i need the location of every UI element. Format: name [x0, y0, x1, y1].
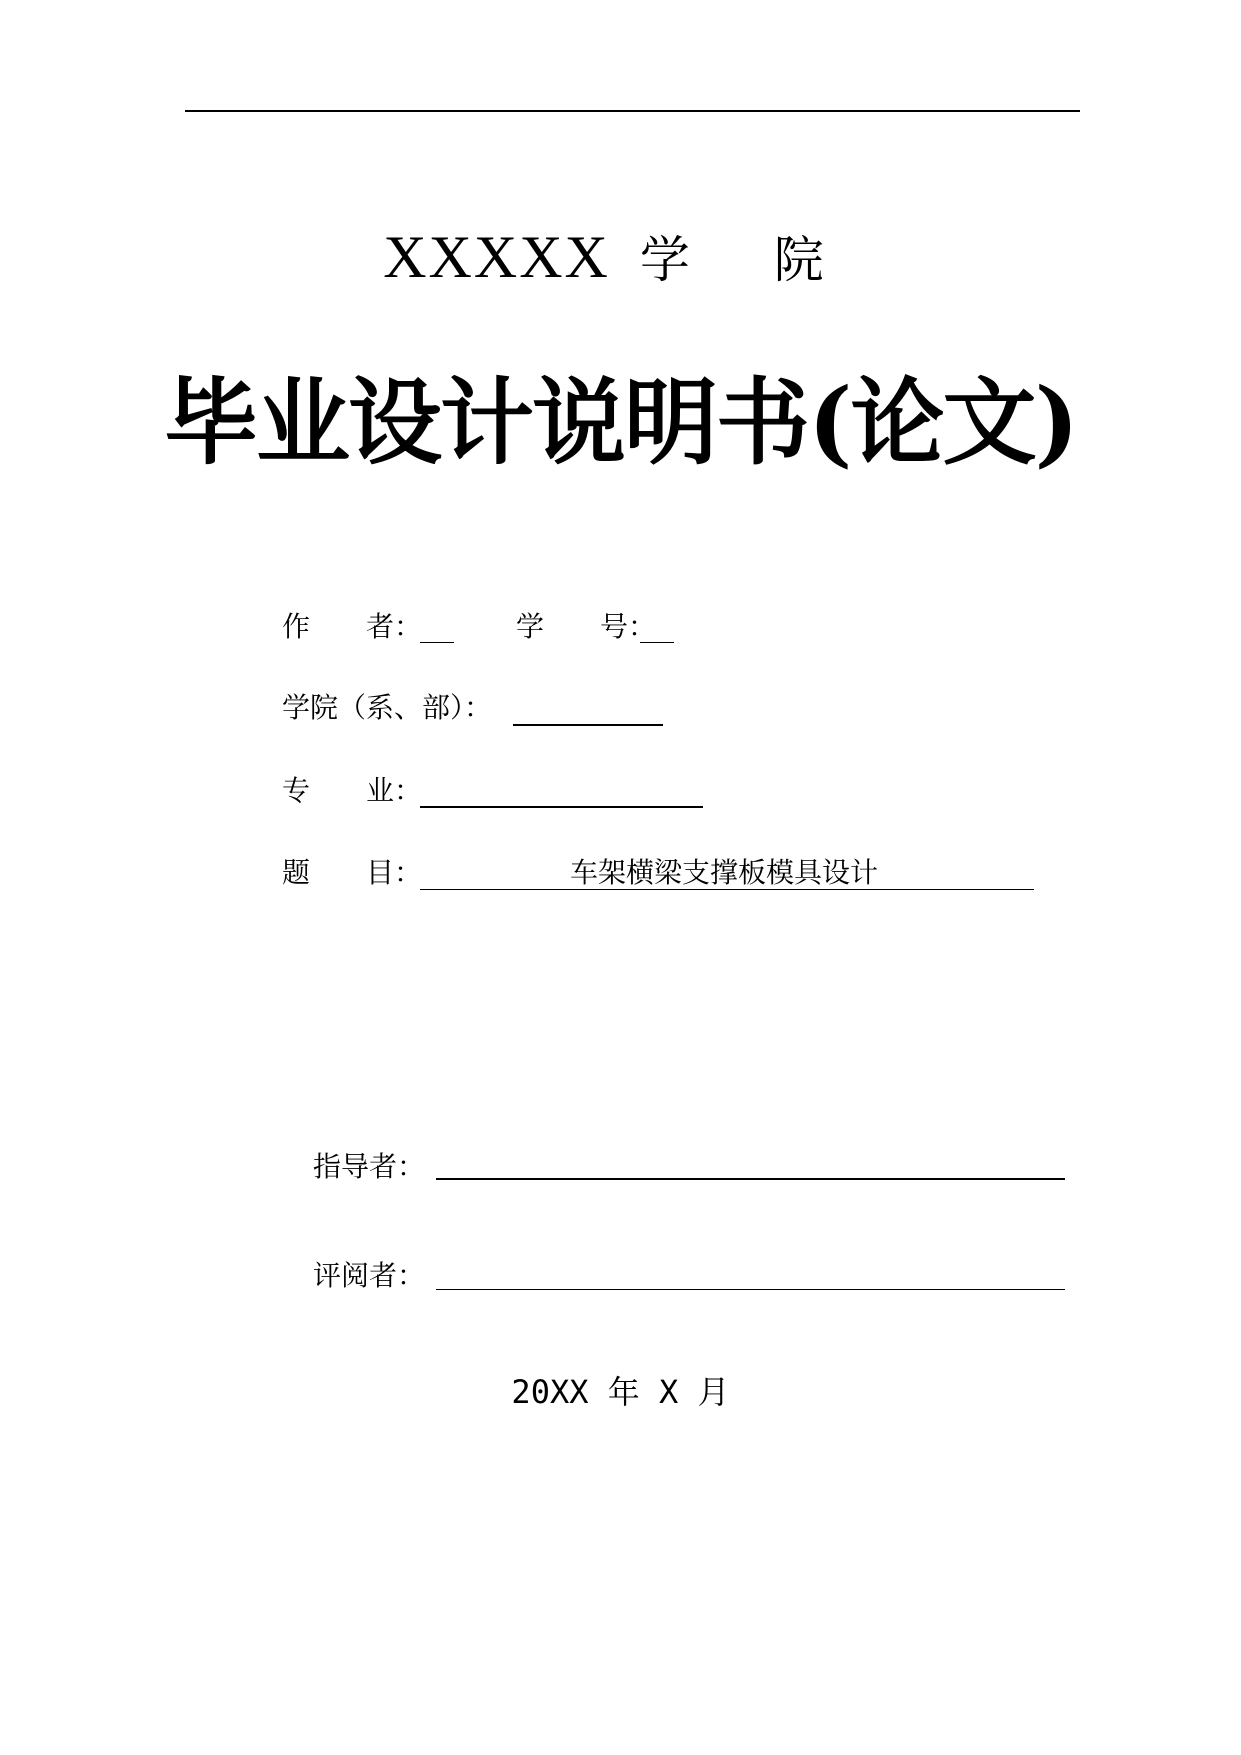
college-suffix: 学 院 [639, 231, 858, 289]
topic-value: 车架横梁支撑板模具设计 [570, 856, 879, 889]
school-label: 学院（系、部）： [282, 691, 493, 724]
college-name: XXXXX [383, 224, 610, 290]
student-id-label: 学 号： [516, 610, 657, 643]
topic-label: 题 目： [282, 856, 423, 889]
advisor-field[interactable] [436, 1178, 1065, 1180]
major-label: 专 业： [282, 774, 423, 807]
document-title: 毕业设计说明书(论文) [164, 368, 1077, 478]
advisor-label: 指导者： [313, 1150, 426, 1183]
author-label: 作 者： [282, 610, 423, 643]
reviewer-field[interactable] [436, 1289, 1065, 1290]
topic-field[interactable] [420, 889, 1034, 890]
author-field[interactable] [420, 642, 454, 643]
college-heading [0, 222, 1241, 295]
reviewer-label: 评阅者： [313, 1259, 426, 1292]
date: 20XX 年 X 月 [511, 1373, 730, 1411]
header-rule [185, 110, 1080, 112]
major-field[interactable] [420, 806, 703, 808]
school-field[interactable] [513, 724, 663, 726]
student-id-field[interactable] [640, 642, 674, 643]
